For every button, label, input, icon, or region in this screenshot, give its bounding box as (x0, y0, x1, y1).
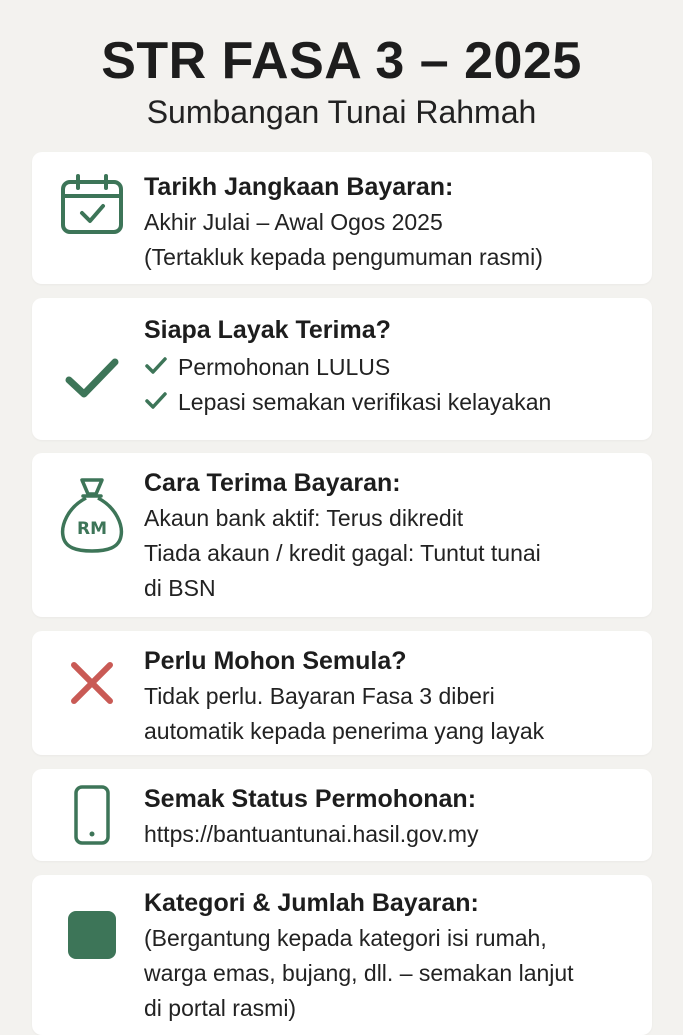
checkmark-icon (56, 348, 128, 408)
status-check-url[interactable]: https://bantuantunai.hasil.gov.my (144, 821, 479, 847)
eligibility-heading: Siapa Layak Terima? (144, 316, 391, 344)
calendar-check-icon (56, 172, 128, 238)
payment-date-note: (Tertakluk kepada pengumuman rasmi) (144, 244, 543, 270)
status-check-heading: Semak Status Permohonan: (144, 785, 477, 813)
small-check-icon (144, 385, 170, 420)
category-card (32, 875, 652, 1035)
status-check-card (32, 769, 652, 861)
reapply-answer: Tidak perlu. Bayaran Fasa 3 diberi (144, 683, 495, 709)
page-subtitle: Sumbangan Tunai Rahmah (146, 94, 537, 130)
payment-date-range: Akhir Julai – Awal Ogos 2025 (144, 209, 443, 235)
smartphone-icon (56, 783, 128, 847)
category-note-cont: warga emas, bujang, dll. – semakan lanjut (144, 960, 574, 986)
category-note-end: di portal rasmi) (144, 995, 297, 1021)
cross-icon (56, 657, 128, 709)
eligibility-item-label: Lepasi semakan verifikasi kelayakan (178, 389, 552, 415)
receive-method-bsn: di BSN (144, 575, 216, 601)
reapply-heading: Perlu Mohon Semula? (144, 647, 407, 675)
eligibility-item-label: Permohonan LULUS (178, 354, 391, 380)
payment-date-heading: Tarikh Jangkaan Bayaran: (144, 173, 454, 201)
money-bag-icon (56, 473, 128, 555)
category-note: (Bergantung kepada kategori isi rumah, (144, 925, 547, 951)
money-bag-label: RM (76, 519, 108, 539)
green-square-icon (56, 909, 128, 961)
receive-method-bank: Akaun bank aktif: Terus dikredit (144, 505, 464, 531)
eligibility-card (32, 298, 652, 440)
reapply-card (32, 631, 652, 755)
page-title: STR FASA 3 – 2025 (101, 32, 582, 90)
small-check-icon (144, 350, 170, 385)
receive-method-no-account: Tiada akaun / kredit gagal: Tuntut tunai (144, 540, 541, 566)
payment-date-card (32, 152, 652, 284)
eligibility-item (144, 350, 640, 385)
eligibility-item (144, 385, 640, 420)
reapply-answer-cont: automatik kepada penerima yang layak (144, 718, 545, 744)
receive-method-card (32, 453, 652, 617)
receive-method-heading: Cara Terima Bayaran: (144, 469, 401, 497)
category-heading: Kategori & Jumlah Bayaran: (144, 889, 479, 917)
